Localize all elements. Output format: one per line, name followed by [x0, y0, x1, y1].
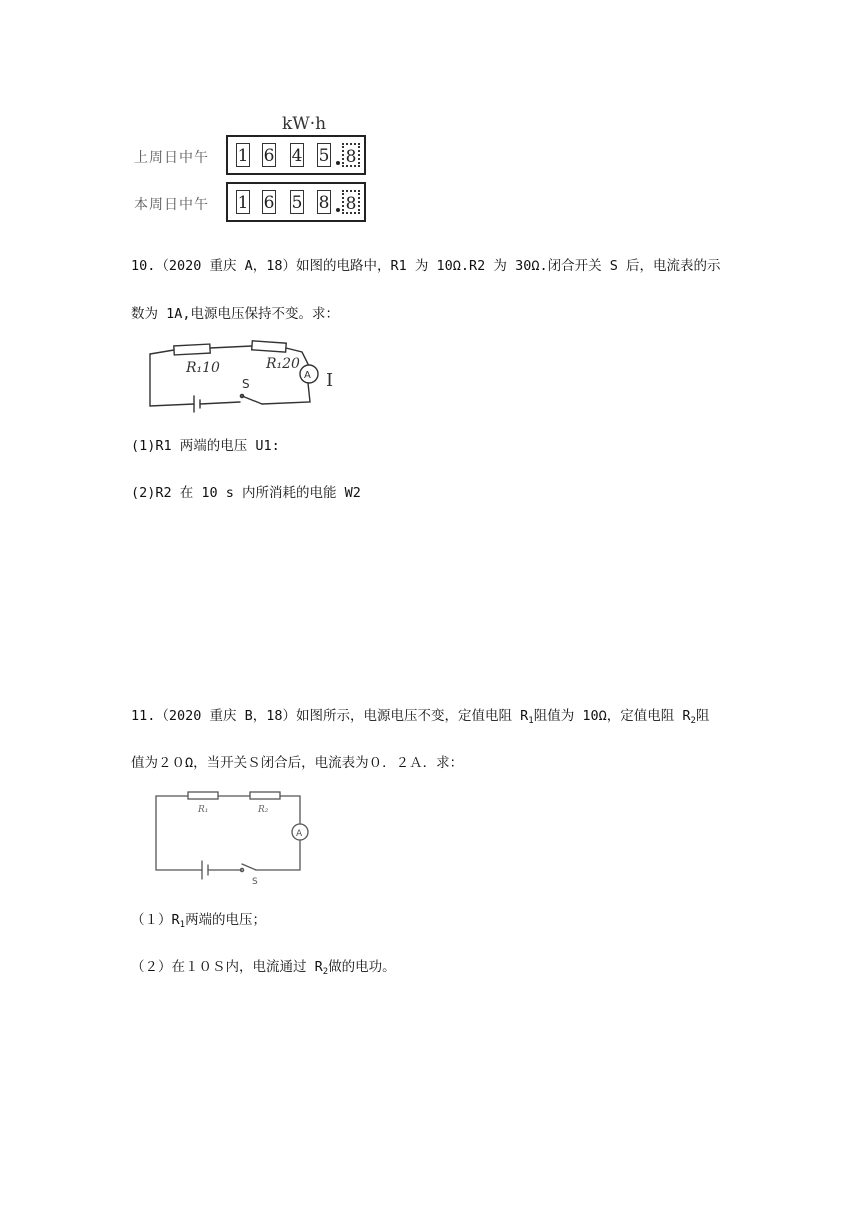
subscript: 1	[179, 920, 186, 930]
q11-stem-text-a: 11.（2020 重庆 B，18）如图所示，电源电压不变，定值电阻 R	[131, 708, 529, 724]
meter-display-last-week	[226, 135, 366, 175]
meter-display-this-week	[226, 182, 366, 222]
q11-part2-text-a: （２）在１０Ｓ内，电流通过 R	[131, 959, 323, 975]
q11-stem-line1	[131, 704, 709, 724]
q11-part2-text-b: 做的电功。	[328, 959, 396, 975]
meter-digit: 5	[317, 143, 331, 167]
subscript: 1	[528, 716, 534, 726]
q10-switch-label: S	[242, 377, 250, 391]
q11-r1-label: R₁	[198, 805, 209, 815]
resistor-r2	[250, 792, 280, 799]
meter-row-label-last-week: 上周日中午	[134, 150, 209, 166]
meter-digit: 4	[290, 143, 304, 167]
subscript: 2	[322, 967, 329, 977]
q10-r2-label: R₁20	[266, 356, 300, 372]
meter-row-label-this-week: 本周日中午	[134, 197, 209, 213]
meter-digit: 5	[290, 190, 304, 214]
q11-circuit-diagram	[150, 790, 320, 890]
meter-digit: 6	[262, 190, 276, 214]
q11-part2	[131, 955, 396, 975]
decimal-point	[336, 161, 340, 165]
meter-digit: 8	[317, 190, 331, 214]
meter-digit: 1	[236, 143, 250, 167]
q11-ammeter-label: A	[296, 829, 303, 839]
resistor-r2	[252, 341, 287, 352]
q11-part1-text-a: （１）R	[131, 912, 180, 928]
q10-stem-line1: 10.（2020 重庆 A，18）如图的电路中，R1 为 10Ω.R2 为 30Ω.闭合开关 S 后，电流表的示	[131, 258, 721, 274]
q11-stem-text-c: 阻	[695, 708, 710, 724]
q10-current-note: I	[326, 370, 334, 391]
q11-stem-text-b: 阻值为 10Ω，定值电阻 R	[533, 708, 691, 724]
q11-switch-label: S	[252, 877, 258, 887]
meter-digit: 1	[236, 190, 250, 214]
q10-ammeter-label: A	[304, 370, 311, 381]
meter-digit: 6	[262, 143, 276, 167]
decimal-point	[336, 208, 340, 212]
q10-part2: (2)R2 在 10 s 内所消耗的电能 W2	[131, 485, 361, 501]
resistor-r1	[174, 344, 210, 355]
meter-decimal-digit: 8	[342, 143, 360, 167]
subscript: 2	[690, 716, 696, 726]
meter-unit: kW·h	[282, 114, 327, 134]
q11-r2-label: R₂	[258, 805, 269, 815]
resistor-r1	[188, 792, 218, 799]
q11-stem-line2: 值为２０Ω，当开关Ｓ闭合后，电流表为０．２Ａ．求：	[131, 755, 464, 771]
meter-decimal-digit: 8	[342, 190, 360, 214]
q11-part1-text-b: 两端的电压；	[185, 912, 267, 928]
q10-circuit-diagram	[140, 336, 360, 416]
q10-stem-line2: 数为 1A,电源电压保持不变。求：	[131, 306, 340, 322]
q10-r1-label: R₁10	[186, 360, 220, 376]
q10-part1: (1)R1 两端的电压 U1:	[131, 438, 280, 454]
q11-part1	[131, 908, 266, 928]
